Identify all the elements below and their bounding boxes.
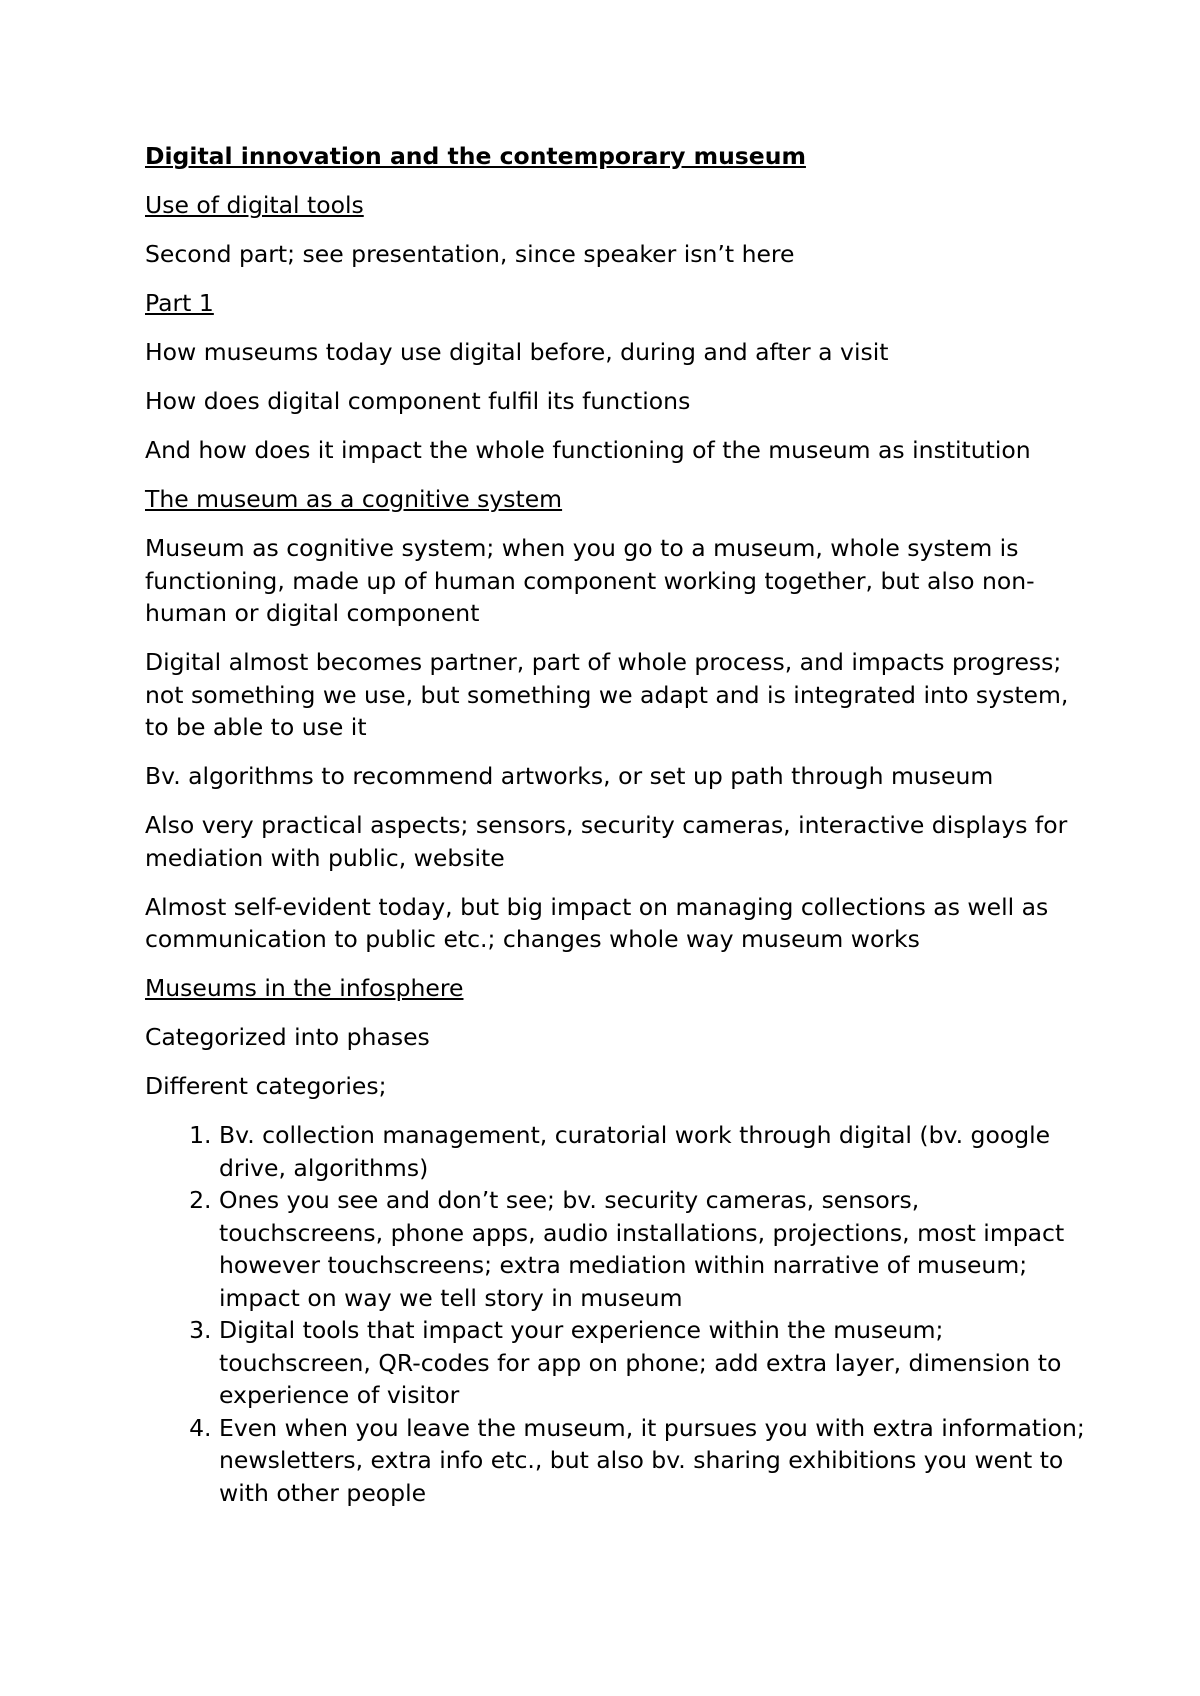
list-item: 4. Even when you leave the museum, it pursues you with extra information; newsletters, extra info etc., but also bv. sharing exhibitions you went to with other people <box>219 1412 1085 1510</box>
paragraph: Museum as cognitive system; when you go to a museum, whole system is functioning, made up of human component working together, but also non-human or digital component <box>145 534 1035 627</box>
section-heading-part-1: Part 1 <box>145 289 214 317</box>
paragraph: Digital almost becomes partner, part of whole process, and impacts progress; not something we use, but something we adapt and is integrated into system, to be able to use it <box>145 648 1069 741</box>
category-list <box>145 1119 1085 1509</box>
paragraph: How museums today use digital before, during and after a visit <box>145 338 889 366</box>
paragraph: Also very practical aspects; sensors, security cameras, interactive displays for mediation with public, website <box>145 811 1068 872</box>
list-item: 3. Digital tools that impact your experience within the museum; touchscreen, QR-codes for app on phone; add extra layer, dimension to experience of visitor <box>219 1314 1085 1412</box>
document-title: Digital innovation and the contemporary museum <box>145 142 806 170</box>
paragraph: Second part; see presentation, since speaker isn’t here <box>145 240 795 268</box>
document-page <box>145 140 1085 1509</box>
paragraph: Bv. algorithms to recommend artworks, or set up path through museum <box>145 762 994 790</box>
paragraph: Different categories; <box>145 1072 387 1100</box>
section-heading-infosphere: Museums in the infosphere <box>145 974 464 1002</box>
list-item: 2. Ones you see and don’t see; bv. security cameras, sensors, touchscreens, phone apps, audio installations, projections, most impact however touchscreens; extra mediation within narrative of museum; impact on way we tell story in museum <box>219 1184 1085 1314</box>
section-heading-cognitive-system: The museum as a cognitive system <box>145 485 563 513</box>
paragraph: Categorized into phases <box>145 1023 430 1051</box>
paragraph: Almost self-evident today, but big impact on managing collections as well as communication to public etc.; changes whole way museum works <box>145 892 1049 953</box>
list-item: 1. Bv. collection management, curatorial work through digital (bv. google drive, algorithms) <box>219 1119 1085 1184</box>
paragraph: And how does it impact the whole functioning of the museum as institution <box>145 436 1031 464</box>
paragraph: How does digital component fulfil its functions <box>145 387 691 415</box>
section-heading-digital-tools: Use of digital tools <box>145 191 364 219</box>
